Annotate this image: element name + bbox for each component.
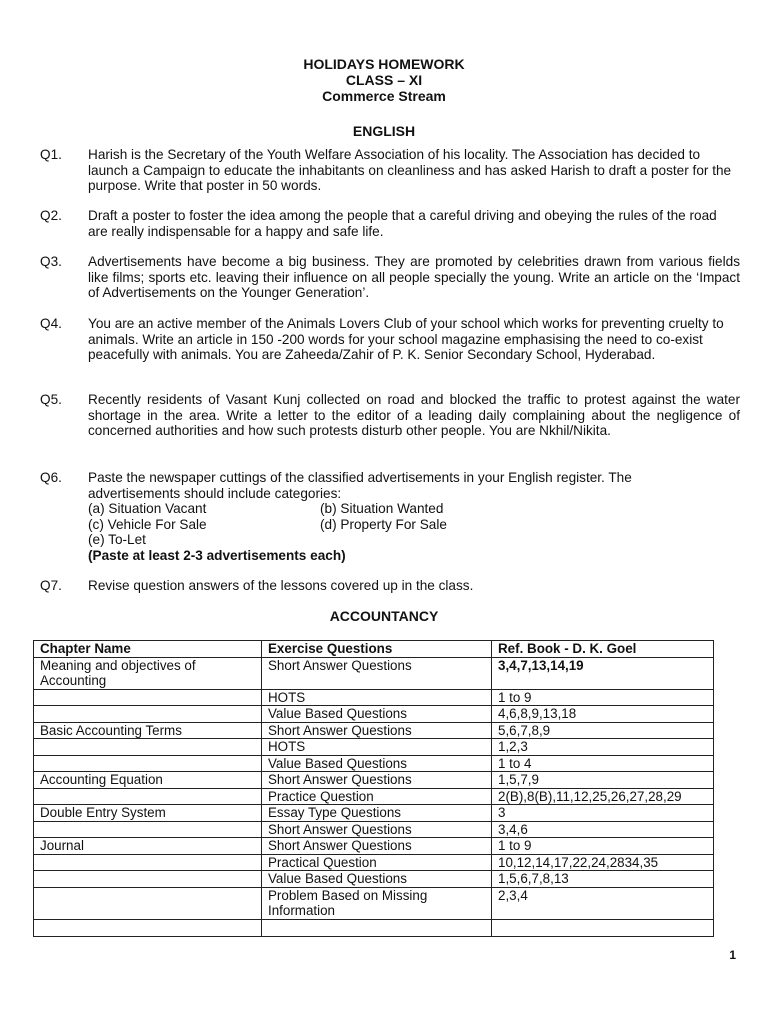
question-number: Q4. xyxy=(40,316,62,331)
table-row xyxy=(34,821,714,838)
table-cell xyxy=(34,854,262,871)
table-cell xyxy=(34,887,262,919)
question-number: Q2. xyxy=(40,208,62,223)
question-q6 xyxy=(40,470,740,563)
table-cell: 1 to 9 xyxy=(492,689,714,706)
table-cell xyxy=(34,821,262,838)
question-text: You are an active member of the Animals Lovers Club of your school which works for preventing cruelty to animals. Write an article in 150 -200 words for your school magazine emphasising the need to co-exist peacefully with animals. You are Zaheeda/Zahir of P. K. Senior Secondary School, Hyderabad. xyxy=(88,316,724,362)
table-cell xyxy=(34,755,262,772)
option-row-1 xyxy=(88,501,688,517)
table-row xyxy=(34,722,714,739)
table-row xyxy=(34,854,714,871)
question-number: Q3. xyxy=(40,254,62,269)
table-cell: Basic Accounting Terms xyxy=(34,722,262,739)
table-cell: 1 to 9 xyxy=(492,838,714,855)
column-header: Exercise Questions xyxy=(262,641,492,658)
question-q1 xyxy=(40,147,740,194)
table-cell: Short Answer Questions xyxy=(262,722,492,739)
table-row xyxy=(34,887,714,919)
page-number: 1 xyxy=(729,948,736,962)
table-cell: Value Based Questions xyxy=(262,755,492,772)
table-cell: 1,2,3 xyxy=(492,739,714,756)
table-row xyxy=(34,739,714,756)
question-number: Q5. xyxy=(40,392,62,407)
column-header: Chapter Name xyxy=(34,641,262,658)
table-cell: Short Answer Questions xyxy=(262,657,492,689)
table-cell: Short Answer Questions xyxy=(262,838,492,855)
question-text: Recently residents of Vasant Kunj collected on road and blocked the traffic to protest against the water shortage in the area. Write a letter to the editor of a leading daily complaining about the negligence of concerned authorities and how such protests disturb other people. You are Nkhil/Nikita. xyxy=(88,392,740,438)
table-cell: 3 xyxy=(492,805,714,822)
question-q2 xyxy=(40,208,740,239)
table-cell: 1,5,7,9 xyxy=(492,772,714,789)
table-row xyxy=(34,871,714,888)
table-cell: Accounting Equation xyxy=(34,772,262,789)
question-number: Q7. xyxy=(40,578,62,593)
table-row xyxy=(34,772,714,789)
question-text: Paste the newspaper cuttings of the classified advertisements in your English register. The advertisements should include categories: xyxy=(88,470,632,501)
table-cell: 5,6,7,8,9 xyxy=(492,722,714,739)
column-header: Ref. Book - D. K. Goel xyxy=(492,641,714,658)
table-cell: 2,3,4 xyxy=(492,887,714,919)
option-e: (e) To-Let xyxy=(88,532,146,547)
table-row xyxy=(34,788,714,805)
table-row xyxy=(34,805,714,822)
question-text: Revise question answers of the lessons covered up in the class. xyxy=(88,578,474,593)
accountancy-table xyxy=(33,640,714,937)
question-q3 xyxy=(40,254,740,301)
table-row xyxy=(34,706,714,723)
question-number: Q1. xyxy=(40,147,62,162)
option-c: (c) Vehicle For Sale xyxy=(88,516,207,532)
question-text: Advertisements have become a big business. They are promoted by celebrities drawn from various fields like films; sports etc. leaving their influence on all people specially the young. Write an article on the ‘Impact of Advertisements on the Younger Generation’. xyxy=(88,254,740,300)
table-cell: Essay Type Questions xyxy=(262,805,492,822)
table-cell: Value Based Questions xyxy=(262,706,492,723)
table-header-row xyxy=(34,641,714,658)
table-cell: 10,12,14,17,22,24,2834,35 xyxy=(492,854,714,871)
table-cell: Journal xyxy=(34,838,262,855)
table-cell: 1,5,6,7,8,13 xyxy=(492,871,714,888)
table-cell xyxy=(262,919,492,936)
question-text: Draft a poster to foster the idea among the people that a careful driving and obeying the rules of the road are really indispensable for a happy and safe life. xyxy=(88,208,717,239)
table-cell: 4,6,8,9,13,18 xyxy=(492,706,714,723)
table-cell xyxy=(34,706,262,723)
table-cell xyxy=(34,919,262,936)
table-cell: Practical Question xyxy=(262,854,492,871)
question-number: Q6. xyxy=(40,470,62,485)
question-q4 xyxy=(40,316,740,363)
table-cell xyxy=(34,689,262,706)
option-row-2 xyxy=(88,517,688,533)
option-b: (b) Situation Wanted xyxy=(320,501,444,516)
table-cell: Value Based Questions xyxy=(262,871,492,888)
table-row xyxy=(34,919,714,936)
doc-stream: Commerce Stream xyxy=(322,88,446,104)
option-note: (Paste at least 2-3 advertisements each) xyxy=(88,547,346,563)
table-row xyxy=(34,755,714,772)
table-cell: 3,4,6 xyxy=(492,821,714,838)
question-q5 xyxy=(40,392,740,439)
table-row xyxy=(34,657,714,689)
table-cell: 1 to 4 xyxy=(492,755,714,772)
table-cell xyxy=(34,739,262,756)
table-cell: Short Answer Questions xyxy=(262,821,492,838)
table-cell: Meaning and objectives of Accounting xyxy=(34,657,262,689)
table-row xyxy=(34,838,714,855)
option-a: (a) Situation Vacant xyxy=(88,501,207,516)
table-body xyxy=(34,657,714,936)
table-cell: HOTS xyxy=(262,689,492,706)
english-heading: ENGLISH xyxy=(352,123,416,139)
table-cell: Short Answer Questions xyxy=(262,772,492,789)
table-cell: Practice Question xyxy=(262,788,492,805)
table-cell xyxy=(34,788,262,805)
doc-class: CLASS – XI xyxy=(345,72,423,88)
question-q7 xyxy=(40,578,740,594)
table-cell: 2(B),8(B),11,12,25,26,27,28,29 xyxy=(492,788,714,805)
table-cell xyxy=(34,871,262,888)
table-cell: Double Entry System xyxy=(34,805,262,822)
table-cell xyxy=(492,919,714,936)
doc-title: HOLIDAYS HOMEWORK xyxy=(303,56,465,72)
table-cell: 3,4,7,13,14,19 xyxy=(492,657,714,689)
accountancy-heading: ACCOUNTANCY xyxy=(329,608,439,624)
table-cell: Problem Based on Missing Information xyxy=(262,887,492,919)
table-row xyxy=(34,689,714,706)
table-cell: HOTS xyxy=(262,739,492,756)
option-d: (d) Property For Sale xyxy=(320,516,447,532)
question-text: Harish is the Secretary of the Youth Welfare Association of his locality. The Association has decided to launch a Campaign to educate the inhabitants on cleanliness and has asked Harish to draft a poster for the purpose. Write that poster in 50 words. xyxy=(88,147,732,193)
